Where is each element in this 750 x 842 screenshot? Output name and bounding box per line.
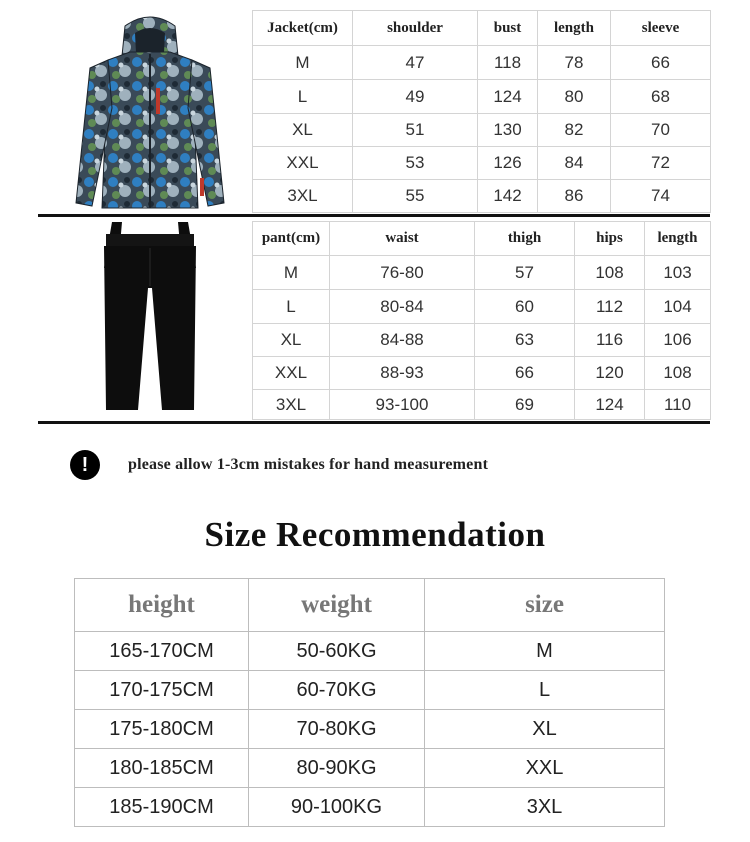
jacket-header-cell: sleeve: [611, 11, 711, 46]
table-cell: 175-180CM: [75, 710, 249, 749]
page-title: Size Recommendation: [204, 515, 546, 554]
table-row: [253, 324, 711, 357]
recommendation-header-cell: weight: [249, 579, 425, 632]
jacket-size-table: [252, 10, 711, 213]
table-cell: 57: [475, 256, 575, 290]
table-cell: 78: [538, 46, 611, 80]
table-row: [253, 114, 711, 147]
table-cell: 3XL: [253, 180, 353, 213]
table-cell: XL: [253, 114, 353, 147]
table-cell: 63: [475, 324, 575, 357]
table-row: [75, 788, 665, 827]
table-cell: M: [253, 46, 353, 80]
pants-image: [90, 218, 210, 418]
table-cell: 170-175CM: [75, 671, 249, 710]
table-cell: 112: [575, 290, 645, 324]
table-cell: 80-90KG: [249, 749, 425, 788]
table-row: [253, 180, 711, 213]
section-divider: [38, 421, 710, 424]
recommendation-header-row: [75, 579, 665, 632]
table-cell: 51: [353, 114, 478, 147]
table-cell: 66: [611, 46, 711, 80]
table-cell: 84: [538, 147, 611, 180]
section-divider: [38, 214, 710, 217]
table-cell: 110: [645, 390, 711, 420]
table-cell: 185-190CM: [75, 788, 249, 827]
table-cell: 80: [538, 80, 611, 114]
pant-header-cell: length: [645, 222, 711, 256]
table-cell: 130: [478, 114, 538, 147]
table-cell: 82: [538, 114, 611, 147]
table-cell: XXL: [253, 357, 330, 390]
table-cell: M: [253, 256, 330, 290]
table-row: [253, 290, 711, 324]
table-cell: 118: [478, 46, 538, 80]
table-cell: 70: [611, 114, 711, 147]
jacket-header-cell: bust: [478, 11, 538, 46]
table-cell: 165-170CM: [75, 632, 249, 671]
table-cell: XL: [253, 324, 330, 357]
pant-header-cell: thigh: [475, 222, 575, 256]
table-cell: 53: [353, 147, 478, 180]
jacket-image: [60, 8, 240, 213]
table-cell: 80-84: [330, 290, 475, 324]
table-cell: 90-100KG: [249, 788, 425, 827]
table-row: [253, 390, 711, 420]
table-cell: L: [253, 80, 353, 114]
exclamation-icon: !: [70, 450, 100, 480]
pant-header-row: [253, 222, 711, 256]
table-row: [75, 749, 665, 788]
table-cell: L: [253, 290, 330, 324]
table-cell: XXL: [425, 749, 665, 788]
table-cell: 124: [478, 80, 538, 114]
table-row: [75, 710, 665, 749]
pant-header-cell: waist: [330, 222, 475, 256]
table-cell: 60-70KG: [249, 671, 425, 710]
table-cell: 104: [645, 290, 711, 324]
pant-size-table: [252, 221, 711, 420]
note-text: please allow 1-3cm mistakes for hand measurement: [128, 456, 489, 473]
table-cell: 108: [645, 357, 711, 390]
table-cell: 124: [575, 390, 645, 420]
table-cell: 180-185CM: [75, 749, 249, 788]
table-cell: 93-100: [330, 390, 475, 420]
table-cell: L: [425, 671, 665, 710]
table-cell: 68: [611, 80, 711, 114]
pants-illustration: [90, 218, 210, 418]
table-row: [75, 632, 665, 671]
table-cell: 70-80KG: [249, 710, 425, 749]
table-cell: XXL: [253, 147, 353, 180]
size-recommendation-table: [74, 578, 665, 827]
jacket-header-cell: shoulder: [353, 11, 478, 46]
table-cell: 106: [645, 324, 711, 357]
table-cell: M: [425, 632, 665, 671]
table-cell: 74: [611, 180, 711, 213]
table-row: [75, 671, 665, 710]
jacket-header-row: [253, 11, 711, 46]
table-row: [253, 46, 711, 80]
measurement-note: [70, 450, 488, 480]
table-cell: 116: [575, 324, 645, 357]
pant-header-cell: hips: [575, 222, 645, 256]
table-cell: 3XL: [253, 390, 330, 420]
table-cell: 120: [575, 357, 645, 390]
table-row: [253, 357, 711, 390]
table-cell: 69: [475, 390, 575, 420]
table-cell: 108: [575, 256, 645, 290]
pant-header-cell: pant(cm): [253, 222, 330, 256]
jacket-illustration: [60, 8, 240, 213]
table-cell: XL: [425, 710, 665, 749]
table-cell: 55: [353, 180, 478, 213]
table-cell: 142: [478, 180, 538, 213]
table-row: [253, 147, 711, 180]
recommendation-header-cell: height: [75, 579, 249, 632]
table-cell: 72: [611, 147, 711, 180]
table-cell: 66: [475, 357, 575, 390]
recommendation-header-cell: size: [425, 579, 665, 632]
table-cell: 86: [538, 180, 611, 213]
table-cell: 49: [353, 80, 478, 114]
table-cell: 76-80: [330, 256, 475, 290]
table-cell: 103: [645, 256, 711, 290]
table-cell: 88-93: [330, 357, 475, 390]
table-cell: 50-60KG: [249, 632, 425, 671]
table-cell: 126: [478, 147, 538, 180]
jacket-header-cell: length: [538, 11, 611, 46]
table-row: [253, 80, 711, 114]
table-cell: 3XL: [425, 788, 665, 827]
table-cell: 84-88: [330, 324, 475, 357]
table-row: [253, 256, 711, 290]
jacket-header-cell: Jacket(cm): [253, 11, 353, 46]
table-cell: 47: [353, 46, 478, 80]
table-cell: 60: [475, 290, 575, 324]
